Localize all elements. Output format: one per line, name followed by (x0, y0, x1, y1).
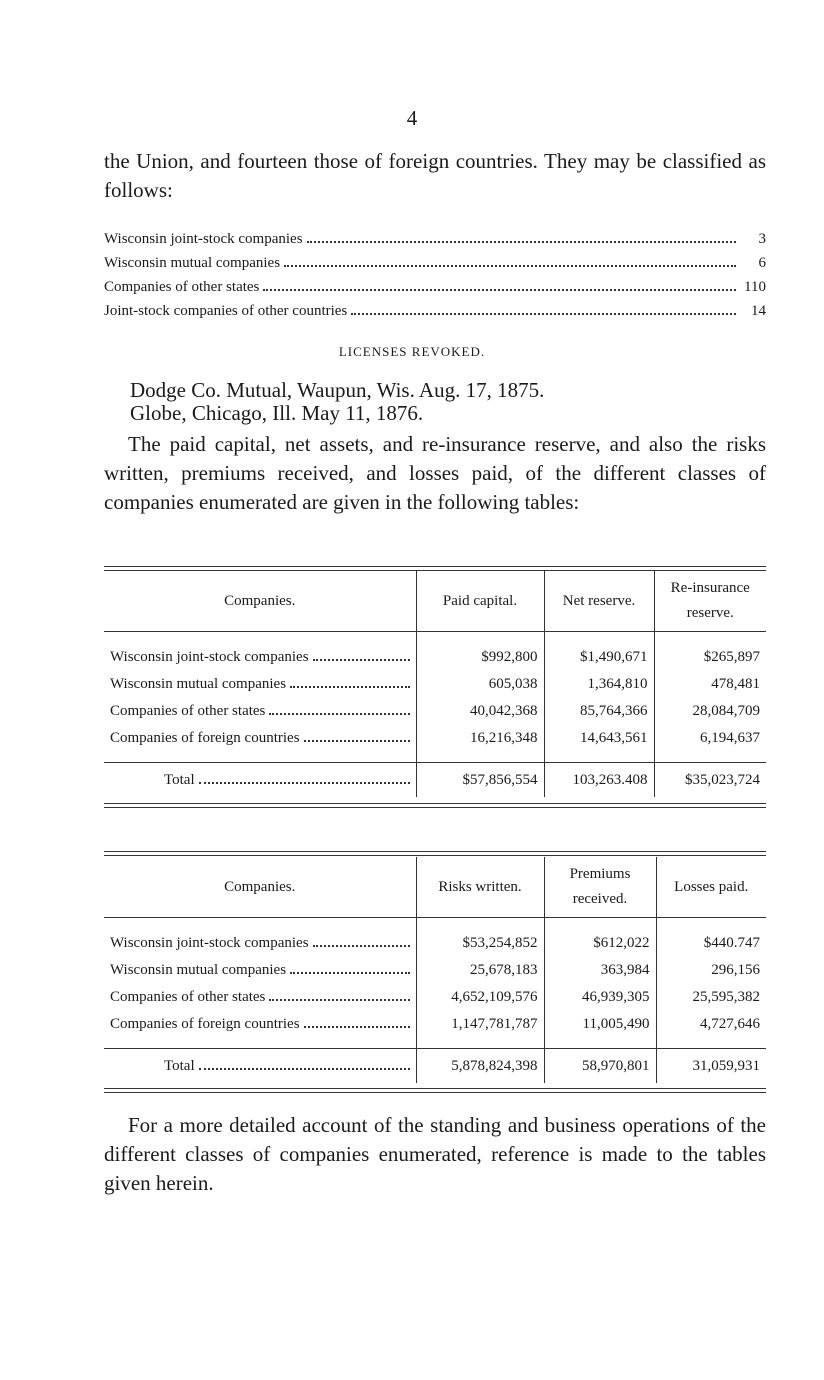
table-cell: $992,800 (416, 632, 544, 672)
list-item (104, 296, 766, 320)
company-name: Companies of other states (110, 989, 266, 1005)
table-cell: 478,481 (711, 676, 760, 692)
table-cell: 25,678,183 (416, 957, 544, 984)
company-cell (104, 918, 416, 958)
company-name: Wisconsin joint-stock companies (110, 649, 309, 665)
table-bottom-rule (104, 1088, 766, 1093)
table-cell: 1,364,810 (544, 671, 654, 698)
licenses-revoked-heading: LICENSES REVOKED. (338, 344, 486, 359)
dot-leader (290, 686, 409, 688)
dot-leader (351, 313, 736, 315)
table-row (104, 984, 766, 1011)
column-header: Losses paid. (656, 857, 766, 918)
company-name: Companies of other states (110, 703, 266, 719)
page-number: 4 (406, 106, 418, 130)
dot-leader (304, 1026, 410, 1028)
table-cell: 1,147,781,787 (416, 1011, 544, 1049)
table-cell: 31,059,931 (656, 1049, 766, 1084)
list-item-label: Companies of other states (104, 279, 260, 295)
company-name: Wisconsin mutual companies (110, 676, 287, 692)
list-item-value: 110 (744, 279, 766, 295)
list-item (104, 224, 766, 248)
risks-table (104, 857, 766, 1083)
total-label-cell (104, 1049, 416, 1084)
table-cell: 58,970,801 (544, 1049, 656, 1084)
dot-leader (269, 999, 409, 1001)
table-row (104, 918, 766, 958)
dot-leader (313, 659, 410, 661)
dot-leader (199, 782, 410, 784)
column-header: Re-insurance reserve. (654, 571, 766, 632)
list-item-value: 6 (758, 255, 766, 271)
list-item-value: 3 (758, 231, 766, 247)
company-name: Wisconsin joint-stock companies (110, 935, 309, 951)
column-header: Net reserve. (544, 571, 654, 632)
table-cell: 25,595,382 (692, 989, 760, 1005)
closing-paragraph: For a more detailed account of the standing and business operations of the different classes of companies enumerated, reference is made to the tables given herein. (104, 1113, 766, 1195)
table-cell: 4,652,109,576 (416, 984, 544, 1011)
table-cell: $440.747 (703, 935, 760, 951)
classification-list (104, 224, 766, 320)
table-cell: 16,216,348 (416, 725, 544, 763)
table-row (104, 632, 766, 672)
dot-leader (304, 740, 410, 742)
column-header: Risks written. (416, 857, 544, 918)
table-bottom-rule (104, 803, 766, 808)
total-label-cell (104, 763, 416, 798)
revoked-item: Globe, Chicago, Ill. May 11, 1876. (130, 401, 424, 425)
column-header: Companies. (104, 857, 416, 918)
intro-paragraph: the Union, and fourteen those of foreign countries. They may be classified as follows: (104, 149, 766, 202)
dot-leader (269, 713, 409, 715)
list-item (104, 248, 766, 272)
company-cell (104, 957, 416, 984)
dot-leader (290, 972, 409, 974)
dot-leader (199, 1068, 410, 1070)
table-cell: 6,194,637 (700, 730, 760, 746)
table-cell: $612,022 (544, 918, 656, 958)
dot-leader (307, 241, 736, 243)
table-cell: 363,984 (544, 957, 656, 984)
table-cell: 46,939,305 (544, 984, 656, 1011)
table-cell: 11,005,490 (544, 1011, 656, 1049)
list-item-label: Wisconsin joint-stock companies (104, 231, 303, 247)
list-item-label: Joint-stock companies of other countries (104, 303, 348, 319)
table-row (104, 957, 766, 984)
table-total-row (104, 1049, 766, 1084)
company-name: Companies of foreign countries (110, 1016, 300, 1032)
list-item-value: 14 (751, 303, 766, 319)
tables-intro-paragraph: The paid capital, net assets, and re-insurance reserve, and also the risks written, premiums received, and losses paid, of the different classes of companies enumerated are given in the following tables: (104, 432, 766, 514)
column-header: Paid capital. (416, 571, 544, 632)
column-header: Companies. (104, 571, 416, 632)
table-cell: 14,643,561 (544, 725, 654, 763)
dot-leader (284, 265, 736, 267)
table-cell: $1,490,671 (544, 632, 654, 672)
table-header-row (104, 571, 766, 632)
table-cell: $35,023,724 (654, 763, 766, 798)
company-name: Wisconsin mutual companies (110, 962, 287, 978)
table-cell: $53,254,852 (416, 918, 544, 958)
table-cell: 40,042,368 (416, 698, 544, 725)
company-name: Companies of foreign countries (110, 730, 300, 746)
dot-leader (263, 289, 736, 291)
list-item (104, 272, 766, 296)
table-cell: $265,897 (703, 649, 760, 665)
table-cell: $57,856,554 (416, 763, 544, 798)
total-label: Total (164, 771, 195, 788)
table-cell: 103,263.408 (544, 763, 654, 798)
company-cell (104, 725, 416, 763)
table-cell: 85,764,366 (544, 698, 654, 725)
table-row (104, 725, 766, 763)
dot-leader (313, 945, 410, 947)
table-cell: 296,156 (711, 962, 760, 978)
company-cell (104, 632, 416, 672)
table-cell: 4,727,646 (700, 1016, 760, 1032)
company-cell (104, 1011, 416, 1049)
table-row (104, 1011, 766, 1049)
table-cell: 28,084,709 (692, 703, 760, 719)
table-total-row (104, 763, 766, 798)
table-header-row (104, 857, 766, 918)
revoked-list (130, 379, 544, 425)
table-top-rule (104, 851, 766, 856)
table-row (104, 698, 766, 725)
company-cell (104, 698, 416, 725)
revoked-item: Dodge Co. Mutual, Waupun, Wis. Aug. 17, 1875. (130, 378, 545, 402)
company-cell (104, 984, 416, 1011)
table-cell: 5,878,824,398 (416, 1049, 544, 1084)
table-row (104, 671, 766, 698)
capital-table (104, 571, 766, 797)
list-item-label: Wisconsin mutual companies (104, 255, 281, 271)
company-cell (104, 671, 416, 698)
total-label: Total (164, 1057, 195, 1074)
column-header: Premiums received. (544, 857, 656, 918)
table-cell: 605,038 (416, 671, 544, 698)
